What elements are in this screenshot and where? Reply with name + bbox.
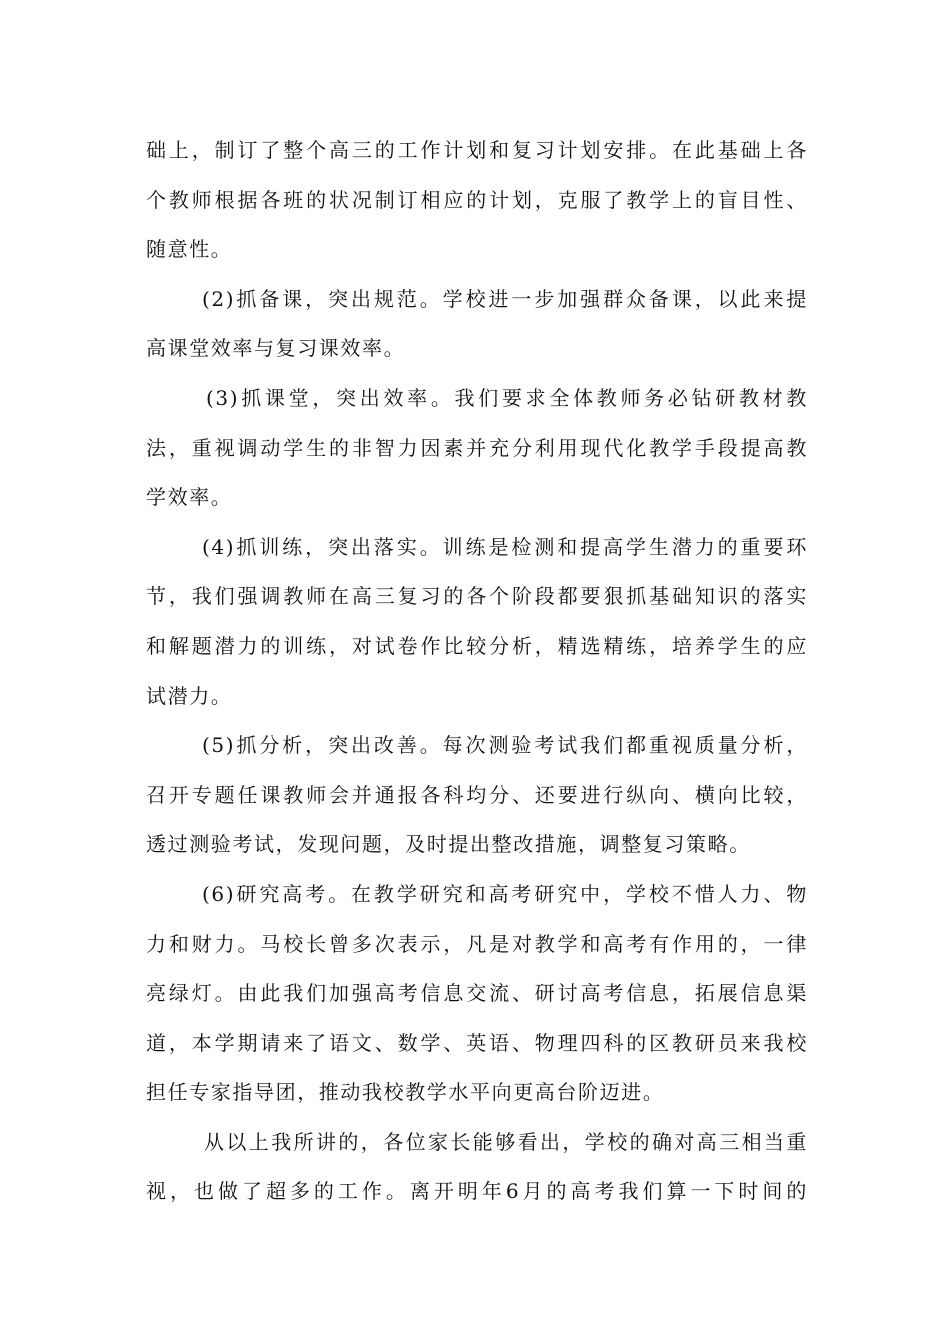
text-line: 随意性。 [146, 237, 233, 262]
text-line: 视，也做了超多的工作。离开明年6月的高考我们算一下时间的 [146, 1179, 808, 1204]
text-line: 法，重视调动学生的非智力因素并充分利用现代化教学手段提高教 [146, 435, 808, 460]
text-line: 召开专题任课教师会并通报各科均分、还要进行纵向、横向比较， [146, 782, 808, 807]
paragraph-first-line: (6)研究高考。在教学研究和高考研究中，学校不惜人力、物 [202, 881, 808, 906]
text-line: 个教师根据各班的状况制订相应的计划，克服了教学上的盲目性、 [146, 187, 808, 212]
paragraph-first-line: (4)抓训练，突出落实。训练是检测和提高学生潜力的重要环 [202, 534, 808, 559]
paragraph-first-line: (3)抓课堂，突出效率。我们要求全体教师务必钻研教材教 [206, 385, 808, 410]
paragraph-first-line: 从以上我所讲的，各位家长能够看出，学校的确对高三相当重 [204, 1129, 808, 1154]
document-body [146, 126, 808, 1217]
text-line: 道，本学期请来了语文、数学、英语、物理四科的区教研员来我校 [146, 1030, 808, 1055]
text-line: 亮绿灯。由此我们加强高考信息交流、研讨高考信息，拓展信息渠 [146, 981, 808, 1006]
text-line: 高课堂效率与复习课效率。 [146, 336, 406, 361]
text-line: 和解题潜力的训练，对试卷作比较分析，精选精练，培养学生的应 [146, 633, 808, 658]
text-line: 透过测验考试，发现问题，及时提出整改措施，调整复习策略。 [146, 832, 751, 857]
text-line: 试潜力。 [146, 683, 233, 708]
paragraph-first-line: (2)抓备课，突出规范。学校进一步加强群众备课，以此来提 [202, 286, 808, 311]
text-line: 学效率。 [146, 485, 233, 510]
text-line: 础上，制订了整个高三的工作计划和复习计划安排。在此基础上各 [146, 138, 808, 162]
text-line: 担任专家指导团，推动我校教学水平向更高台阶迈进。 [146, 1080, 665, 1105]
paragraph-first-line: (5)抓分析，突出改善。每次测验考试我们都重视质量分析， [202, 733, 808, 758]
text-line: 节，我们强调教师在高三复习的各个阶段都要狠抓基础知识的落实 [146, 584, 808, 609]
text-line: 力和财力。马校长曾多次表示，凡是对教学和高考有作用的，一律 [146, 931, 808, 956]
